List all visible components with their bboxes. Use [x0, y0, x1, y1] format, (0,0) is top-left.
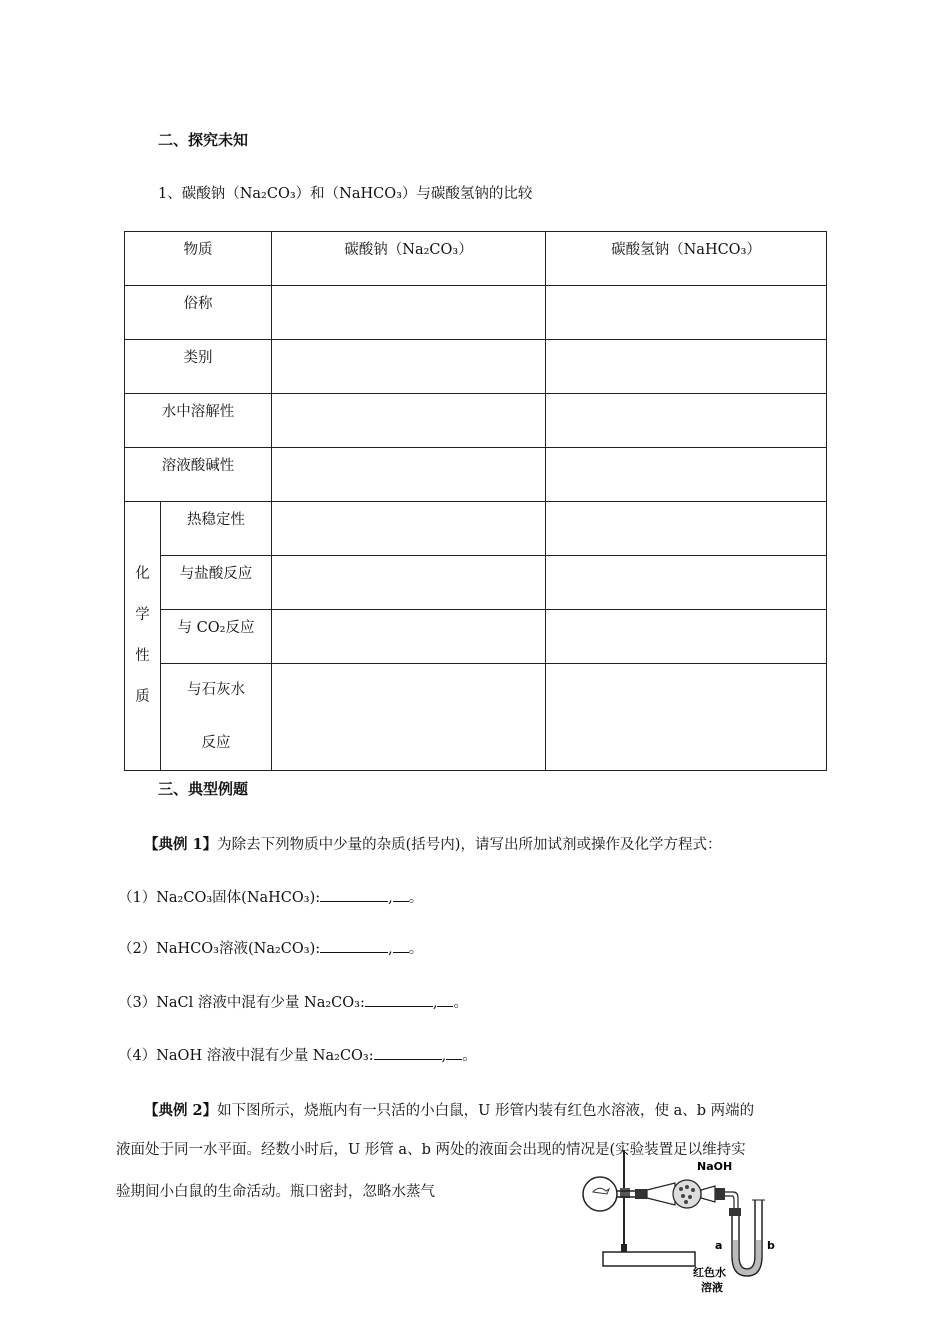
- answer-cell[interactable]: [546, 610, 827, 664]
- answer-blank[interactable]: [365, 992, 433, 1007]
- example2-line1: [144, 1099, 754, 1120]
- liquid-label-1: 红色水: [693, 1266, 726, 1279]
- group-label-chemical-properties: [125, 502, 161, 771]
- flask-icon: [583, 1177, 617, 1211]
- answer-cell[interactable]: [546, 556, 827, 610]
- answer-blank[interactable]: [393, 887, 409, 902]
- header-nahco3: 碳酸氢钠（NaHCO₃）: [546, 232, 827, 286]
- end: 。: [462, 1048, 477, 1064]
- group-char: 质: [135, 689, 150, 705]
- example1-text: 为除去下列物质中少量的杂质(括号内)，请写出所加试剂或操作及化学方程式：: [217, 837, 722, 853]
- item-text: （1）Na₂CO₃固体(NaHCO₃):: [118, 890, 321, 906]
- example1-item-4: [118, 1044, 477, 1065]
- mouse-icon: [593, 1188, 609, 1194]
- example1-prompt: [144, 833, 721, 854]
- row-label-limewater-reaction: [161, 664, 272, 771]
- row-label-common-name: 俗称: [125, 286, 272, 340]
- example1-item-1: [118, 886, 423, 907]
- row-label-hcl-reaction: 与盐酸反应: [161, 556, 272, 610]
- sep: ,: [441, 1048, 447, 1064]
- answer-cell[interactable]: [272, 340, 546, 394]
- example2-text: 如下图所示，烧瓶内有一只活的小白鼠，U 形管内装有红色水溶液，使 a、b 两端的: [217, 1103, 755, 1119]
- red-solution: [733, 1240, 761, 1275]
- apparatus-figure: [575, 1148, 795, 1298]
- row-label-thermal-stability: 热稳定性: [161, 502, 272, 556]
- answer-cell[interactable]: [546, 664, 827, 771]
- answer-cell[interactable]: [272, 610, 546, 664]
- example1-item-3: [118, 991, 468, 1012]
- sep: ,: [388, 890, 393, 906]
- limewater-line2: 反应: [201, 735, 231, 751]
- answer-blank[interactable]: [320, 938, 388, 953]
- answer-blank[interactable]: [320, 887, 388, 902]
- comparison-heading: 1、碳酸钠（Na₂CO₃）和（NaHCO₃）与碳酸氢钠的比较: [158, 186, 533, 202]
- naoh-label: NaOH: [697, 1160, 733, 1173]
- sep: ,: [432, 995, 438, 1011]
- answer-cell[interactable]: [546, 286, 827, 340]
- label-b: b: [767, 1239, 775, 1252]
- limewater-line1: 与石灰水: [187, 682, 245, 698]
- row-label-solubility: 水中溶解性: [125, 394, 272, 448]
- example1-tag: 【典例 1】: [144, 836, 218, 853]
- answer-cell[interactable]: [546, 502, 827, 556]
- stopper: [635, 1189, 647, 1199]
- end: 。: [408, 941, 424, 957]
- example2-line2: 液面处于同一水平面。经数小时后，U 形管 a、b 两处的液面会出现的情况是(实验装置足以维持实: [116, 1142, 746, 1158]
- group-char: 性: [135, 648, 150, 664]
- naoh-bulb: [673, 1180, 701, 1208]
- answer-cell[interactable]: [272, 286, 546, 340]
- group-char: 学: [135, 607, 150, 623]
- end: 。: [453, 995, 468, 1011]
- end: 。: [408, 890, 424, 906]
- liquid-label-2: 溶液: [701, 1281, 723, 1294]
- row-label-co2-reaction: 与 CO₂反应: [161, 610, 272, 664]
- group-char: 化: [135, 566, 150, 582]
- item-text: （2）NaHCO₃溶液(Na₂CO₃):: [118, 941, 321, 957]
- row-label-acidity: 溶液酸碱性: [125, 448, 272, 502]
- answer-cell[interactable]: [272, 502, 546, 556]
- section-title-examples: 三、典型例题: [158, 780, 249, 798]
- stand-base: [603, 1252, 695, 1266]
- answer-cell[interactable]: [272, 394, 546, 448]
- answer-cell[interactable]: [272, 448, 546, 502]
- answer-cell[interactable]: [546, 340, 827, 394]
- answer-cell[interactable]: [546, 448, 827, 502]
- header-na2co3: 碳酸钠（Na₂CO₃）: [272, 232, 546, 286]
- item-text: （4）NaOH 溶液中混有少量 Na₂CO₃:: [118, 1048, 374, 1064]
- example2-tag: 【典例 2】: [144, 1102, 218, 1119]
- answer-blank[interactable]: [437, 992, 453, 1007]
- header-substance: 物质: [125, 232, 272, 286]
- example1-item-2: [118, 937, 423, 958]
- answer-blank[interactable]: [374, 1045, 442, 1060]
- answer-blank[interactable]: [446, 1045, 462, 1060]
- sep: ,: [388, 941, 393, 957]
- answer-blank[interactable]: [393, 938, 409, 953]
- item-text: （3）NaCl 溶液中混有少量 Na₂CO₃:: [118, 995, 365, 1011]
- answer-cell[interactable]: [272, 556, 546, 610]
- answer-cell[interactable]: [272, 664, 546, 771]
- section-title-explore: 二、探究未知: [158, 131, 249, 149]
- answer-cell[interactable]: [546, 394, 827, 448]
- comparison-table: [124, 231, 827, 771]
- label-a: a: [715, 1239, 723, 1252]
- row-label-category: 类别: [125, 340, 272, 394]
- example2-line3: 验期间小白鼠的生命活动。瓶口密封，忽略水蒸气: [116, 1184, 435, 1200]
